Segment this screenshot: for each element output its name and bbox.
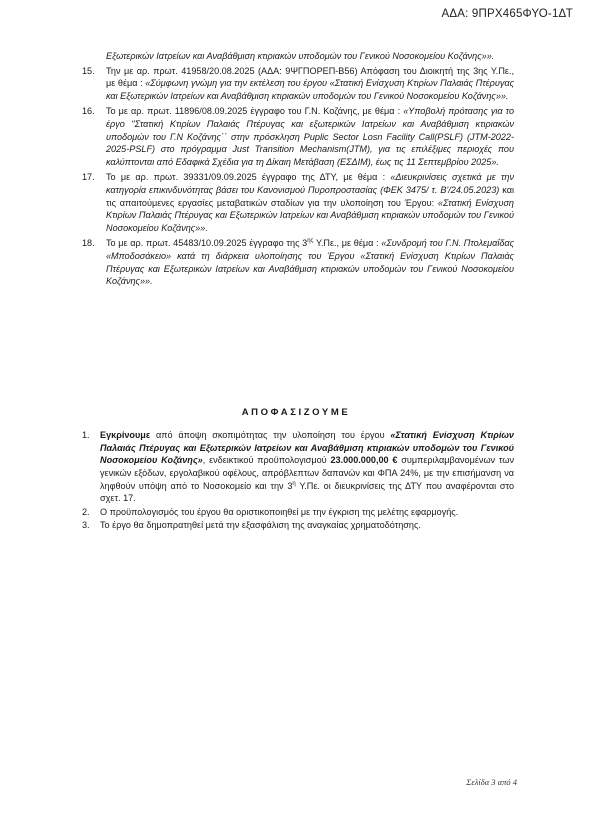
decision-item: [78, 506, 514, 519]
item-subject: «Υποβολή πρότασης για το έργο "Στατική Κτιρίων Παλαιάς Πτέρυγας και εξωτερικών Ιατρείων και Αναβάθμιση κτιριακών υποδομών του Γ.Ν Κοζάνης΄΄ στην πρόσκληση Puplic Sector Losn Facility Call(PSLF) (JTM-2022-2025-PSLF) στο πρόγραμμα Just Transition Mechanism(JTM), για τις επιλέξιμες περιοχές που καλύπτονται από Εδαφικά Σχέδια για τη Δίκαιη Μετάβαση (ΕΣΔΙΜ), έως τις 11 Σεπτεμβρίου 2025».: [106, 106, 514, 167]
item-text-continued: και τις απαιτούμενες εργασίες μεταβατικών σταδίων για την υλοποίηση του Έργου:: [106, 184, 514, 208]
decision-text: συμπεριλαμβανομένων των γενικών εξόδων, εργολαβικού οφέλους, απρόβλεπτων δαπανών και ΦΠΑ 24%, με την επισήμανση να ληφθούν υπόψη από το Νοσοκομείο και την 3: [100, 455, 514, 491]
ordinal-superscript: ης: [307, 238, 314, 245]
decision-text: Υ.Πε. οι διευκρινίσεις της ΔΤΥ που αναφέρονται στο σχετ. 17.: [100, 480, 515, 504]
decision-list: [78, 429, 514, 532]
item-text-continued: Υ.Πε., με θέμα :: [313, 238, 382, 249]
list-item: [78, 65, 514, 103]
decision-item: [78, 519, 514, 532]
budget-amount: 23.000.000,00 €: [330, 455, 398, 466]
item-text: Το με αρ. πρωτ. 45483/10.09.2025 έγγραφο της 3: [106, 238, 308, 249]
decision-text: από άποψη σκοπιμότητας την υλοποίηση του έργου: [150, 430, 391, 441]
item-text: Την με αρ. πρωτ. 41958/20.08.2025 (ΑΔΑ: 9ΨΓΠΟΡΕΠ-Β56) Απόφαση του Διοικητή της 3ης Υ.Πε., με θέμα :: [106, 65, 514, 89]
continued-paragraph: Εξωτερικών Ιατρείων και Αναβάθμιση κτιριακών υποδομών του Γενικού Νοσοκομείου Κοζάνης»».: [106, 51, 495, 61]
list-item: [78, 237, 514, 287]
decision-heading: ΑΠΟΦΑΣΙΖΟΥΜΕ: [241, 406, 351, 418]
item-number: 3.: [82, 520, 90, 531]
decision-text: Το έργο θα δημοπρατηθεί μετά την εξασφάλιση της αναγκαίας χρηματοδότησης.: [100, 520, 421, 531]
document-body: [78, 50, 514, 533]
item-number: 2.: [82, 506, 90, 517]
ordinal-superscript: η: [292, 480, 296, 487]
item-number: 17.: [82, 172, 95, 183]
ada-code: ΑΔΑ: 9ΠΡΧ465ΦΥΟ-1ΔΤ: [441, 8, 573, 20]
item-number: 15.: [82, 65, 95, 76]
item-number: 18.: [82, 238, 95, 249]
item-subject: «Διευκρινίσεις σχετικά με την κατηγορία επικινδυνότητας βάσει του Κανονισμού Πυροπροστασίας (ΦΕΚ 3475/ τ. Β'/24.05.2023): [106, 172, 514, 195]
decision-item: [78, 429, 514, 505]
item-number: 1.: [82, 430, 90, 441]
item-subject: «Σύμφωνη γνώμη για την εκτέλεση του έργου «Στατική Ενίσχυση Κτιρίων Παλαιάς Πτέρυγας και Εξωτερικών Ιατρείων και Αναβάθμιση κτιριακών υποδομών του Γενικού Νοσοκομείου Κοζάνης»».: [106, 78, 514, 101]
list-item: [78, 105, 514, 168]
decision-text: , ενδεικτικού προϋπολογισμού: [202, 455, 331, 466]
item-project-title: «Στατική Ενίσχυση Κτιρίων Παλαιάς Πτέρυγας και Εξωτερικών Ιατρείων και Αναβάθμιση κτιριακών υποδομών του Γενικού Νοσοκομείου Κοζάνης»».: [106, 197, 514, 233]
item-text: Το με αρ. πρωτ. 11896/08.09.2025 έγγραφο του Γ.Ν. Κοζάνης, με θέμα :: [106, 106, 404, 117]
project-title: «Στατική Ενίσχυση Κτιρίων Παλαιάς Πτέρυγας και Εξωτερικών Ιατρείων και Αναβάθμιση κτιριακών υποδομών του Γενικού Νοσοκομείου Κοζάνης»: [100, 430, 514, 466]
item-number: 16.: [82, 106, 95, 117]
decision-verb: Εγκρίνουμε: [100, 430, 151, 441]
item-text: Το με αρ. πρωτ. 39331/09.09.2025 έγγραφο της ΔΤΥ, με θέμα :: [106, 172, 391, 183]
page-number: Σελίδα 3 από 4: [466, 777, 517, 787]
item-subject: «Συνδρομή του Γ.Ν. Πτολεμαΐδας «Μποδοσάκειο» κατά τη διάρκεια υλοποίησης του Έργου «Στατική Ενίσχυση Κτιρίων Παλαιάς Πτέρυγας και Εξωτερικών Ιατρείων και Αναβάθμιση κτιριακών υποδομών του Γενικού Νοσοκομείου Κοζάνης»».: [106, 238, 515, 287]
list-item: [78, 171, 514, 234]
decision-text: Ο προϋπολογισμός του έργου θα οριστικοποιηθεί με την έγκριση της μελέτης εφαρμογής.: [100, 506, 459, 517]
reference-list: [78, 65, 514, 288]
